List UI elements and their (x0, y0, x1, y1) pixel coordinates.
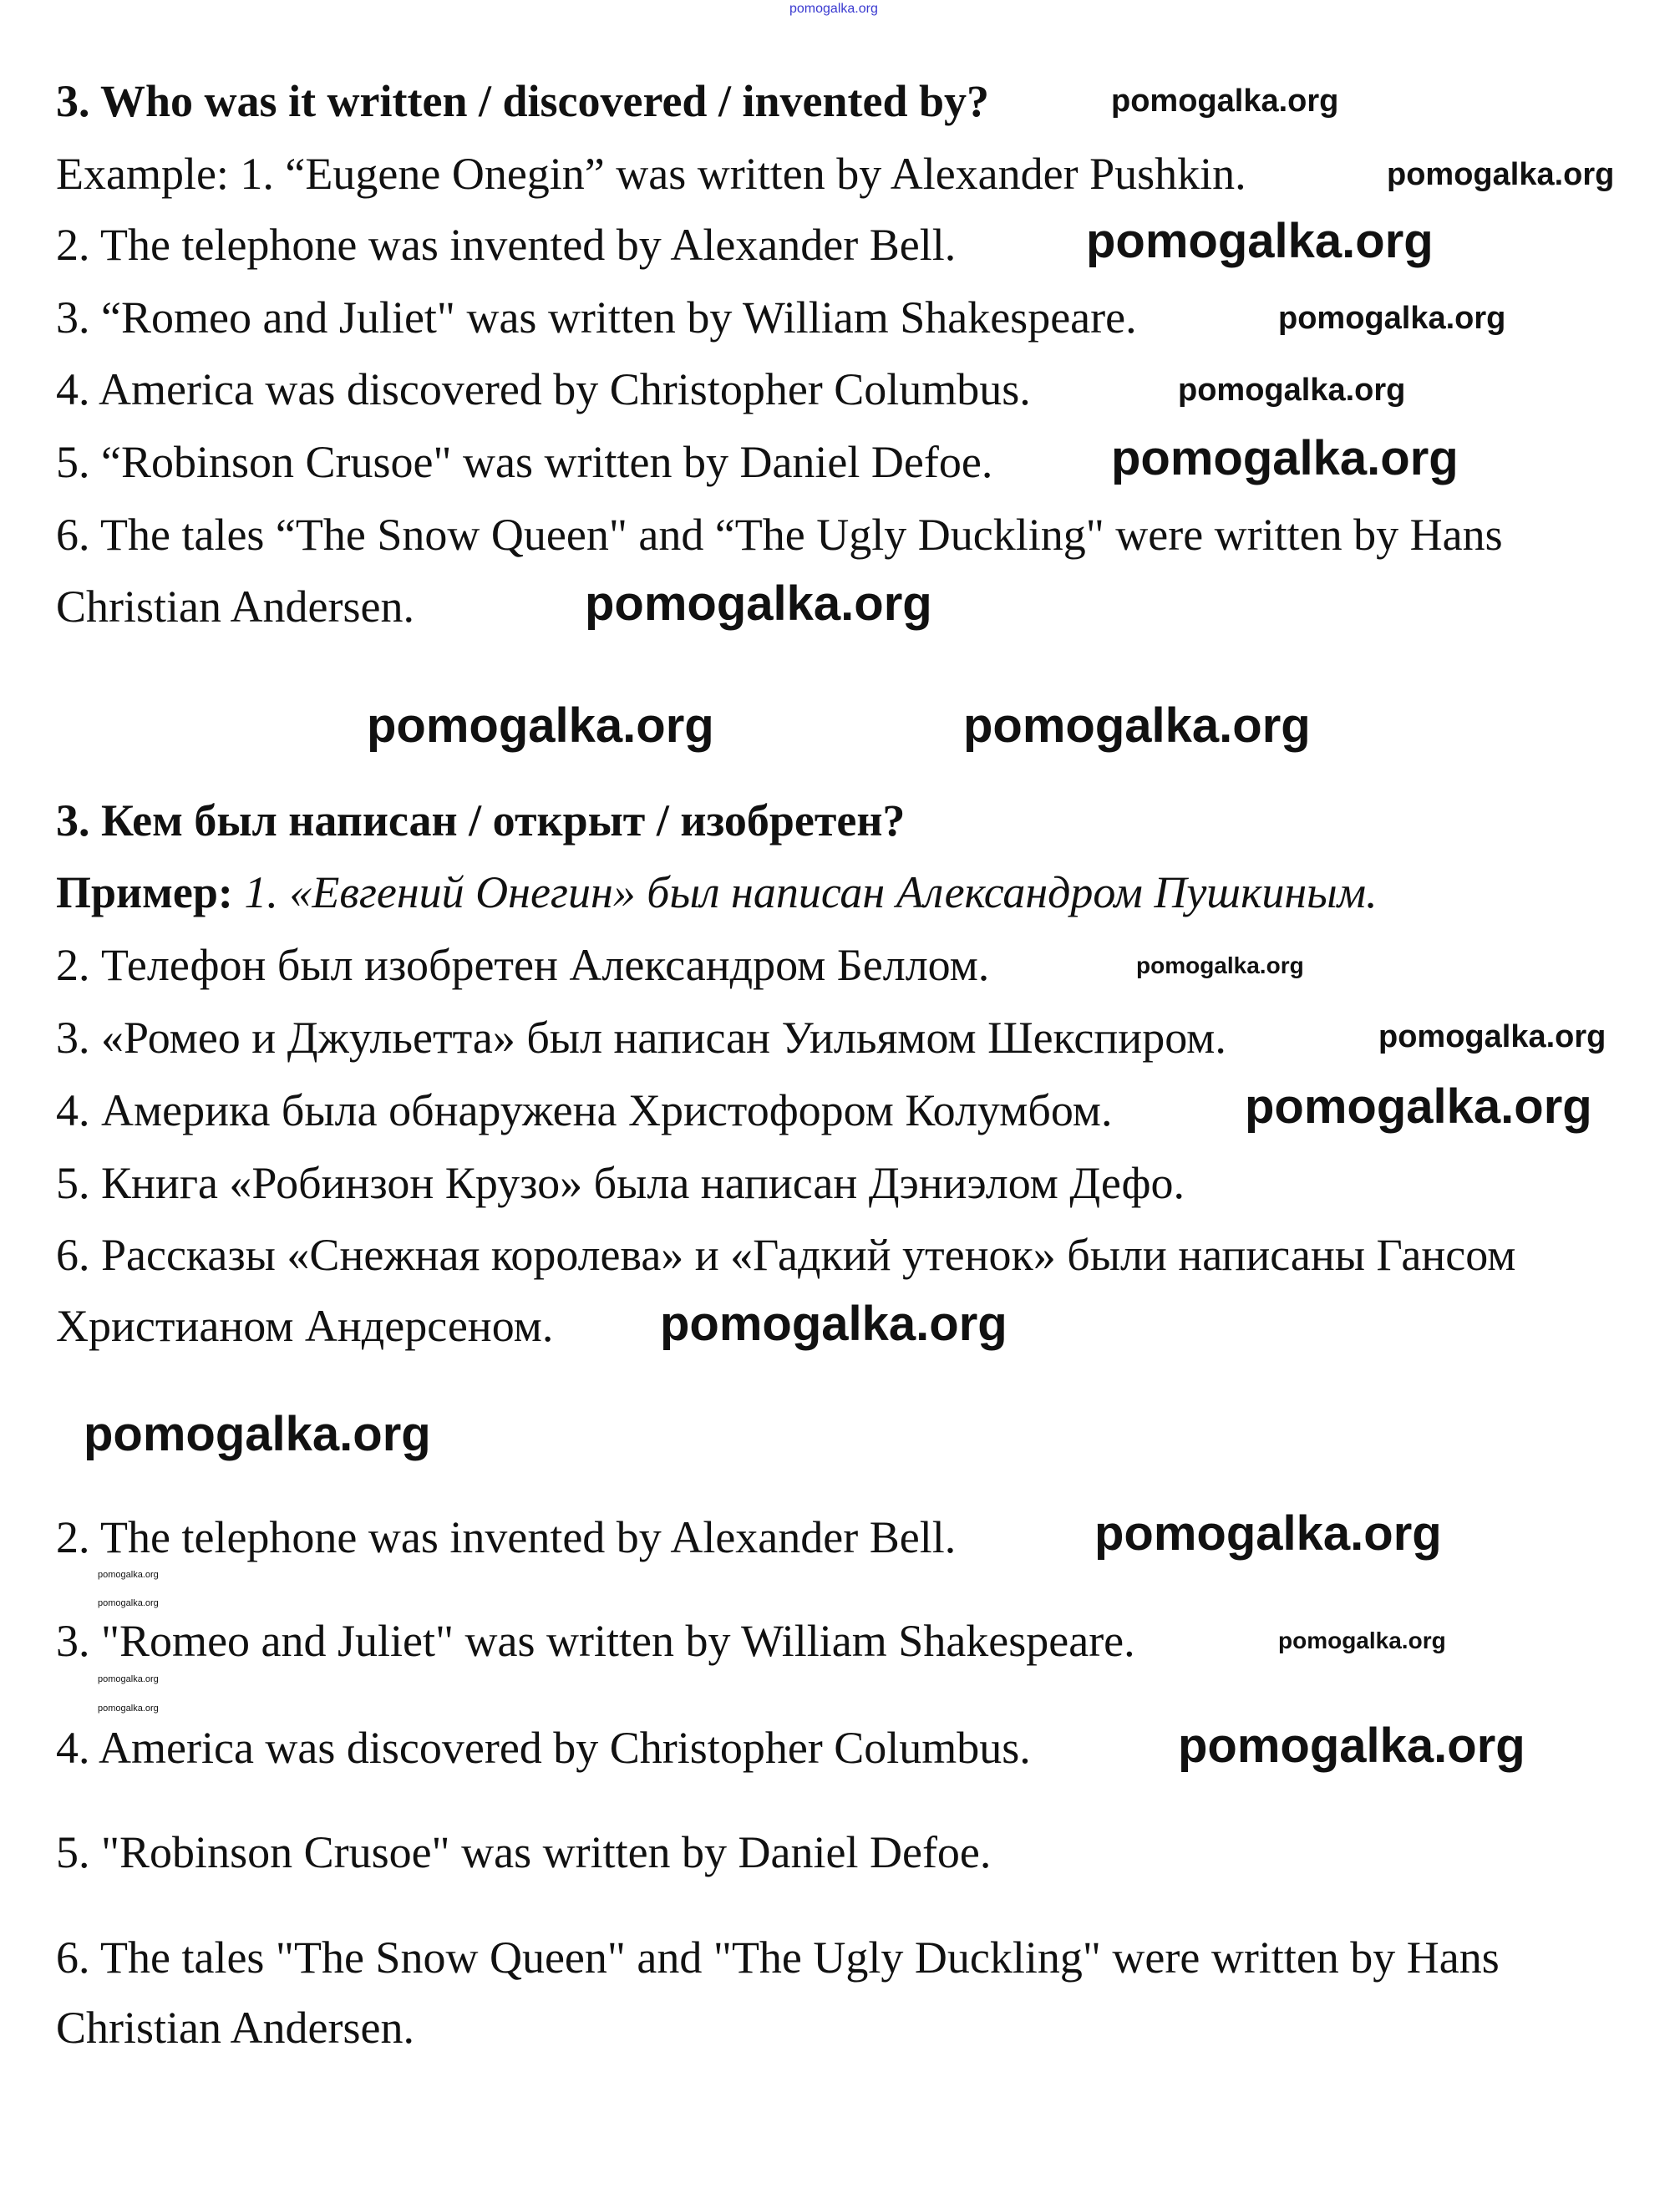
russian-line: 4. Америка была обнаружена Христофором Колумбом. (56, 1085, 1113, 1135)
english-line: Christian Andersen. (56, 581, 414, 632)
watermark: pomogalka.org (963, 698, 1311, 753)
answer-line: Christian Andersen. (56, 2003, 414, 2053)
watermark: pomogalka.org (1111, 84, 1339, 119)
english-example: Example: 1. “Eugene Onegin” was written by Alexander Pushkin. (56, 149, 1246, 199)
watermark: pomogalka.org (84, 1407, 431, 1461)
english-line: 2. The telephone was invented by Alexander Bell. (56, 220, 957, 270)
watermark: pomogalka.org (98, 1570, 159, 1580)
english-line: 3. “Romeo and Juliet" was written by William Shakespeare. (56, 292, 1137, 343)
answer-line: 5. "Robinson Crusoe" was written by Daniel Defoe. (56, 1827, 992, 1877)
english-line: 6. The tales “The Snow Queen" and “The Ugly Duckling" were written by Hans (56, 510, 1503, 560)
watermark: pomogalka.org (1086, 214, 1434, 268)
watermark: pomogalka.org (1278, 301, 1506, 336)
watermark: pomogalka.org (1378, 1019, 1606, 1054)
watermark: pomogalka.org (1178, 373, 1406, 408)
english-line: 4. America was discovered by Christopher Columbus. (56, 364, 1031, 414)
watermark: pomogalka.org (1245, 1079, 1592, 1134)
watermark: pomogalka.org (660, 1297, 1007, 1351)
russian-line: Христианом Андерсеном. (56, 1301, 554, 1351)
watermark: pomogalka.org (1136, 952, 1304, 978)
watermark: pomogalka.org (1111, 431, 1459, 485)
russian-example (56, 867, 1378, 917)
answer-line: 2. The telephone was invented by Alexander Bell. (56, 1512, 957, 1562)
example-label: Пример: (56, 867, 233, 917)
example-text: 1. «Евгений Онегин» был написан Александром Пушкиным. (232, 867, 1378, 917)
watermark: pomogalka.org (585, 576, 932, 631)
russian-heading: 3. Кем был написан / открыт / изобретен? (56, 795, 906, 846)
watermark: pomogalka.org (98, 1674, 159, 1684)
watermark: pomogalka.org (98, 1704, 159, 1714)
watermark: pomogalka.org (1178, 1719, 1525, 1773)
answer-line: 6. The tales "The Snow Queen" and "The Ugly Duckling" were written by Hans (56, 1932, 1500, 1983)
answer-line: 4. America was discovered by Christopher Columbus. (56, 1723, 1031, 1773)
english-line: 5. “Robinson Crusoe" was written by Daniel Defoe. (56, 437, 993, 487)
russian-line: 3. «Ромео и Джульетта» был написан Уильямом Шекспиром. (56, 1013, 1226, 1063)
watermark: pomogalka.org (789, 2, 878, 16)
watermark: pomogalka.org (1094, 1506, 1442, 1561)
watermark: pomogalka.org (367, 698, 714, 753)
watermark: pomogalka.org (1278, 1628, 1446, 1653)
answer-line: 3. "Romeo and Juliet" was written by William Shakespeare. (56, 1616, 1135, 1666)
watermark: pomogalka.org (1387, 157, 1615, 192)
russian-line: 2. Телефон был изобретен Александром Беллом. (56, 940, 990, 990)
english-heading: 3. Who was it written / discovered / invented by? (56, 76, 990, 126)
russian-line: 5. Книга «Робинзон Крузо» была написан Дэниэлом Дефо. (56, 1158, 1185, 1208)
watermark: pomogalka.org (98, 1598, 159, 1608)
russian-line: 6. Рассказы «Снежная королева» и «Гадкий утенок» были написаны Гансом (56, 1230, 1516, 1280)
